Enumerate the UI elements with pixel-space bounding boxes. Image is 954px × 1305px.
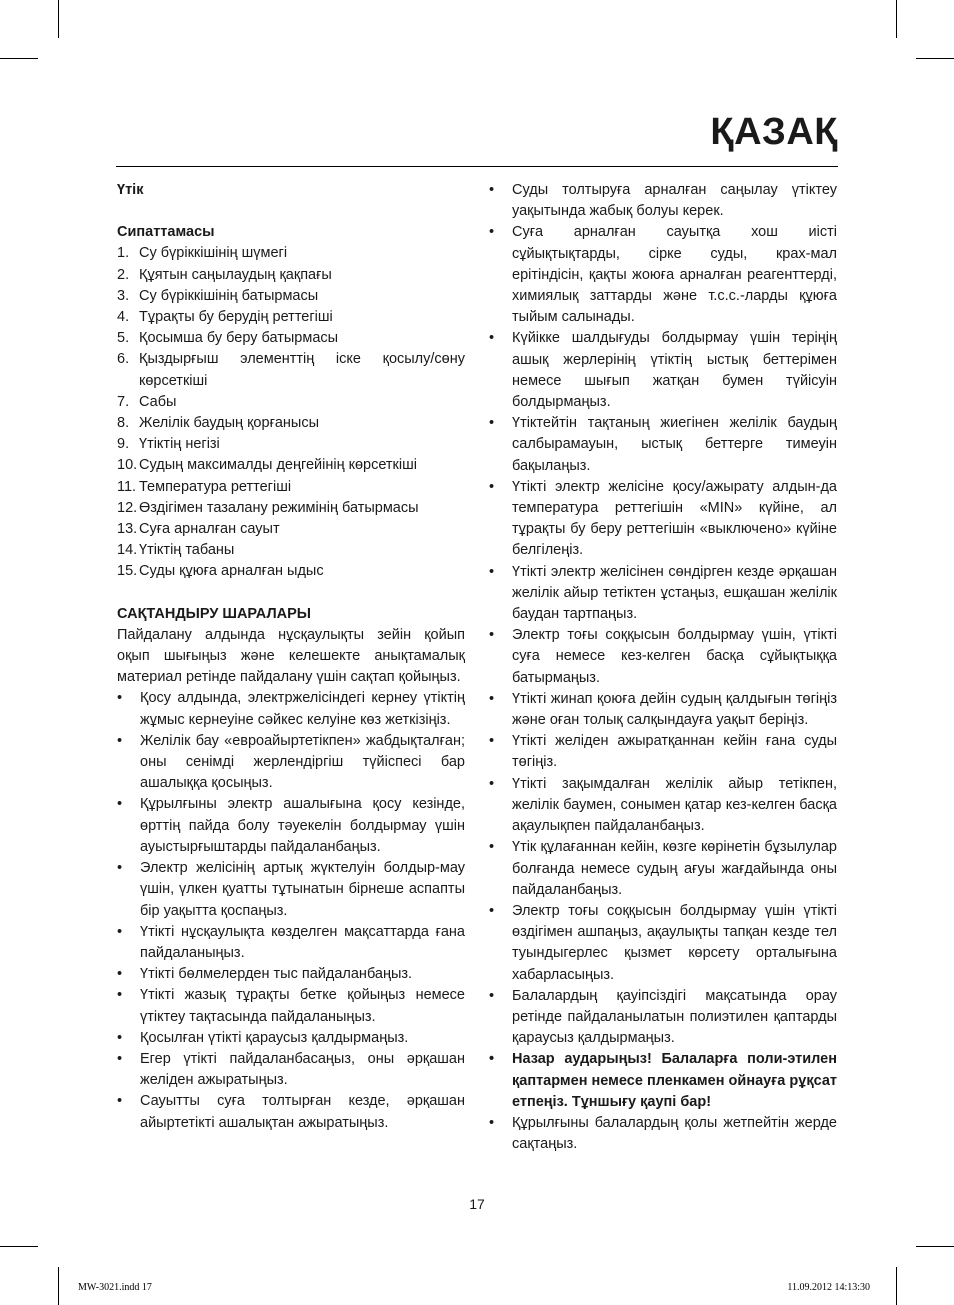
list-item: 15. Суды құюға арналған ыдыс <box>117 563 324 580</box>
list-item: • Электр тоғы соққысын болдырмау үшін үтікті өздігімен ашпаңыз, ақаулықты тапқан кезде тел туындыгерлес қызмет көрсету орталығына хабарласыңыз. <box>489 901 837 986</box>
list-item: • Желілік бау «евроайыртетікпен» жабдықталған; оны сенімді жерлендіргіш түйіспесі бар ашалыққа қосыңыз. <box>117 731 465 795</box>
list-item: • Электр желісінің артық жүктелуін болдыр-мау үшін, үлкен қуатты тұтынатын бірнеше аспапты бір уақытта қоспаңыз. <box>117 858 465 922</box>
parts-list <box>117 243 465 582</box>
list-item: 2. Құятын саңылаудың қақпағы <box>117 266 332 283</box>
list-item: • Үтікті жазық тұрақты бетке қойыңыз немесе үтіктеу тақтасында пайдаланыңыз. <box>117 985 465 1027</box>
list-item: 1. Су бүріккішінің шүмегі <box>117 245 288 262</box>
left-column <box>117 180 465 1134</box>
list-item: 10. Судың максималды деңгейінің көрсеткіші <box>117 457 417 474</box>
list-item: 3. Су бүріккішінің батырмасы <box>117 287 319 304</box>
list-item: • Сауытты суға толтырған кезде, әрқашан айыртетікті ашалықтан ажыратыңыз. <box>117 1091 465 1133</box>
list-item: • Үтікті бөлмелерден тыс пайдаланбаңыз. <box>117 964 465 985</box>
list-item: 11. Температура реттегіші <box>117 478 292 495</box>
crop-mark <box>58 0 59 38</box>
list-item: • Құрылғыны балалардың қолы жетпейтін жерде сақтаңыз. <box>489 1113 837 1155</box>
crop-mark <box>896 1267 897 1305</box>
list-item: • Қосу алдында, электржелісіндегі кернеу үтіктің жұмыс кернеуіне сәйкес келуіне көз жеткізіңіз. <box>117 688 465 730</box>
list-item: • Үтіктейтін тақтаның жиегінен желілік баудың салбырамауын, ыстық беттерге тимеуін бақылаңыз. <box>489 413 837 477</box>
list-item: 14. Үтіктің табаны <box>117 542 235 559</box>
list-item: • Үтікті нұсқаулықта көзделген мақсаттарда ғана пайдаланыңыз. <box>117 922 465 964</box>
crop-mark <box>916 58 954 59</box>
list-item: • Үтікті электр желісіне қосу/ажырату алдын-да температура реттегішін «MIN» күйіне, ал тұрақты бу беру реттегішін «выключено» күйіне белгілеңіз. <box>489 477 837 562</box>
list-item: • Қосылған үтікті қараусыз қалдырмаңыз. <box>117 1028 465 1049</box>
list-item: • Суға арналған сауытқа хош иісті сұйықтықтарды, сірке суды, крах-мал ерітіндісін, қақты жоюға арналған реагенттерді, химиялық заттарды және т.с.с.-ларды құюға тыйым салынады. <box>489 222 837 328</box>
list-item: • Балалардың қауіпсіздігі мақсатында орау ретінде пайдаланылатын полиэтилен қаптарды қараусыз қалдырмаңыз. <box>489 986 837 1050</box>
list-item: 12. Өздігімен тазалану режимінің батырмасы <box>117 499 419 516</box>
list-item: • Егер үтікті пайдаланбасаңыз, оны әрқашан желіден ажыратыңыз. <box>117 1049 465 1091</box>
safety-intro: Пайдалану алдында нұсқаулықты зейін қойып оқып шығыңыз және келешекте анықтамалық материал ретінде пайдалану үшін сақтап қойыңыз. <box>117 626 465 686</box>
list-item: 9. Үтіктің негізі <box>117 436 220 453</box>
product-name: Үтік <box>117 182 144 198</box>
header-rule <box>116 166 838 167</box>
final-list <box>489 1113 837 1155</box>
right-column <box>489 180 837 1155</box>
list-item: 5. Қосымша бу беру батырмасы <box>117 330 339 347</box>
file-name: MW-3021.indd 17 <box>78 1282 152 1293</box>
safety-list-right <box>489 180 837 1049</box>
list-item: • Үтікті желіден ажыратқаннан кейін ғана суды төгіңіз. <box>489 731 837 773</box>
warning-note: • Назар аударыңыз! Балаларға поли-этилен қаптармен немесе пленкамен ойнауға рұқсат етпеңіз. Тұншығу қаупі бар! <box>489 1049 837 1113</box>
page-number: 17 <box>469 1196 485 1212</box>
crop-mark <box>916 1246 954 1247</box>
safety-heading: САҚТАНДЫРУ ШАРАЛАРЫ <box>117 605 311 622</box>
list-item: • Суды толтыруға арналған саңылау үтіктеу уақытында жабық болуы керек. <box>489 180 837 222</box>
list-item: • Үтік құлағаннан кейін, көзге көрінетін бұзылулар болғанда немесе судың ағуы жағдайында оны пайдаланбаңыз. <box>489 837 837 901</box>
warning-list <box>489 1049 837 1113</box>
crop-mark <box>0 58 38 59</box>
crop-mark <box>58 1267 59 1305</box>
safety-list-left <box>117 688 465 1133</box>
page-title: ҚАЗАҚ <box>710 111 838 153</box>
list-item: • Электр тоғы соққысын болдырмау үшін, үтікті суға немесе кез-келген басқа сұйықтыққа батырмаңыз. <box>489 625 837 689</box>
list-item: • Үтікті жинап қоюға дейін судың қалдығын төгіңіз және оған толық салқындауға уақыт беріңіз. <box>489 689 837 731</box>
list-item: 6. Қыздырғыш элементтің іске қосылу/сөну көрсеткіші <box>117 351 465 389</box>
print-timestamp: 11.09.2012 14:13:30 <box>787 1282 870 1293</box>
list-item: 13. Суға арналған сауыт <box>117 521 280 538</box>
crop-mark <box>0 1246 38 1247</box>
list-item: • Күйікке шалдығуды болдырмау үшін теріңің ашық жерлерінің үтіктің ыстық беттерімен немесе шығып жатқан бумен түйісуін болдырмаңыз. <box>489 328 837 413</box>
list-item: • Үтікті зақымдалған желілік айыр тетікпен, желілік баумен, сонымен қатар кез-келген басқа ақаулықпен пайдаланбаңыз. <box>489 774 837 838</box>
list-item: 7. Сабы <box>117 393 177 410</box>
list-item: 8. Желілік баудың қорғанысы <box>117 415 320 432</box>
crop-mark <box>896 0 897 38</box>
list-item: 4. Тұрақты бу берудің реттегіші <box>117 309 333 326</box>
list-item: • Үтікті электр желісінен сөндірген кезде әрқашан желілік айыр тетіктен ұстаңыз, ешқашан желілік баудан тартпаңыз. <box>489 562 837 626</box>
description-heading: Сипаттамасы <box>117 224 215 241</box>
list-item: • Құрылғыны электр ашалығына қосу кезінде, өрттің пайда болу тәуекелін болдырмау үшін ауыстырғыштарды пайдаланбаңыз. <box>117 794 465 858</box>
